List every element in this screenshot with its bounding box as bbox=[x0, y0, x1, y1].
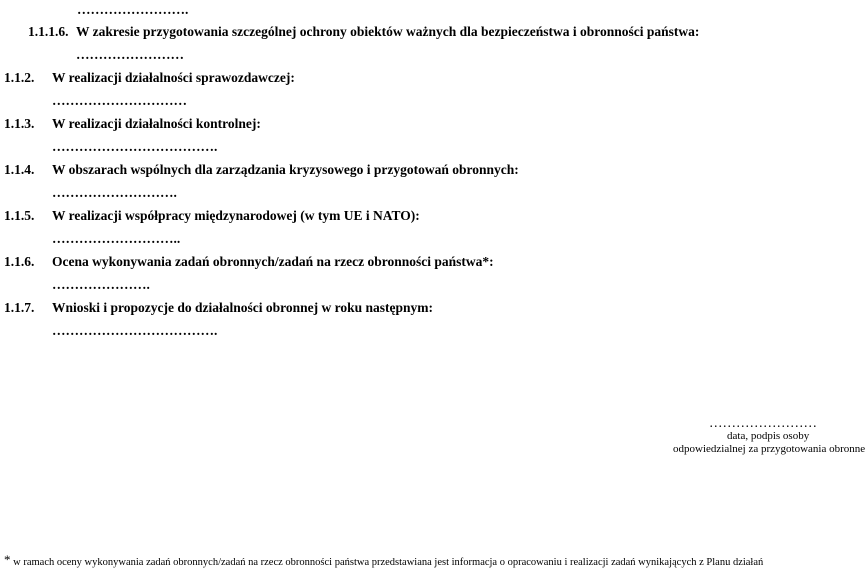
section-title: W realizacji współpracy międzynarodowej (w tym UE i NATO): bbox=[52, 208, 420, 223]
section-dots: …………………… bbox=[76, 47, 184, 62]
section-dots: ………………………… bbox=[52, 93, 187, 108]
section-dots: ……………………….. bbox=[52, 231, 181, 246]
section-title: Ocena wykonywania zadań obronnych/zadań na rzecz obronności państwa*: bbox=[52, 254, 494, 269]
signature-label-line2: odpowiedzialnej za przygotowania obronne bbox=[673, 443, 865, 455]
section-title: W realizacji działalności kontrolnej: bbox=[52, 116, 261, 131]
signature-label-line1: data, podpis osoby bbox=[727, 430, 810, 442]
section-number: 1.1.1.6. bbox=[28, 24, 69, 39]
section-dots: ………………………………. bbox=[52, 323, 218, 338]
section-title: W obszarach wspólnych dla zarządzania kryzysowego i przygotowań obronnych: bbox=[52, 162, 519, 177]
section-title: W zakresie przygotowania szczególnej ochrony obiektów ważnych dla bezpieczeństwa i obronności państwa: bbox=[76, 24, 700, 39]
section-number: 1.1.4. bbox=[4, 162, 35, 177]
section-dots: ………………………………. bbox=[52, 139, 218, 154]
section-dots: …………………. bbox=[52, 277, 150, 292]
section-title: Wnioski i propozycje do działalności obronnej w roku następnym: bbox=[52, 300, 434, 315]
signature-dots: …………………… bbox=[709, 415, 817, 430]
section-dots: ………………………. bbox=[52, 185, 177, 200]
section-title: W realizacji działalności sprawozdawczej: bbox=[52, 70, 295, 85]
section-number: 1.1.7. bbox=[4, 300, 35, 315]
continuation-dots: ……………………. bbox=[77, 2, 189, 17]
section-number: 1.1.2. bbox=[4, 70, 35, 85]
footnote-text: w ramach oceny wykonywania zadań obronnych/zadań na rzecz obronności państwa przedstawiana jest informacja o opracowaniu i realizacji zadań wynikających z Planu działań bbox=[13, 557, 764, 568]
section-number: 1.1.6. bbox=[4, 254, 35, 269]
section-number: 1.1.3. bbox=[4, 116, 35, 131]
footnote-marker: * bbox=[4, 552, 11, 567]
section-number: 1.1.5. bbox=[4, 208, 35, 223]
